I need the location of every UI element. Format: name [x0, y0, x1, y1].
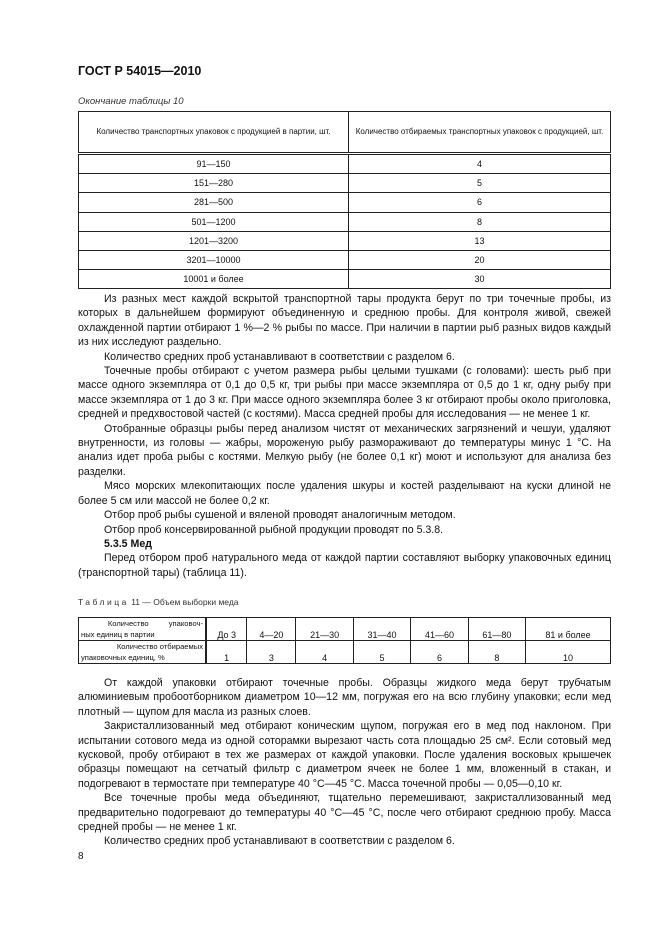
- paragraph: Отобранные образцы рыбы перед анализом чистят от механических загрязнений и чешуи, удаляют внутренности, из головы — жабры, мороженую рыбу размораживают до температуры минус 1 °С. На анализ идет проба рыбы с костями. Мелкую рыбу (не более 0,1 кг) моют и используют для анализа без разделки.: [78, 422, 611, 478]
- paragraph: Точечные пробы отбирают с учетом размера рыбы целыми тушками (с головами): шесть рыб при массе одного экземпляра от 0,1 до 0,5 кг, три рыбы при массе экземпляра от 0,5 до 1 кг, одну рыбу при массе экземпляра от 1 до 3 кг. При массе одного экземпляра более 3 кг отбирают пробы около приголовка, средней и предхвостовой частей (с костями). Масса средней пробы для исследования — не менее 1 кг.: [78, 365, 611, 421]
- table-row: [79, 154, 611, 174]
- sample-count-cell: 20: [349, 250, 611, 269]
- row-label-line: Количество отбираемых: [116, 642, 203, 651]
- sample-count-cell: 4: [349, 154, 611, 174]
- table-cell: 41—60: [411, 618, 468, 641]
- row-label-line: упаковочных единиц, %: [81, 653, 165, 662]
- sample-count-cell: 30: [349, 270, 611, 289]
- table-row: [79, 193, 611, 212]
- paragraph: Все точечные пробы меда объединяют, тщательно перемешивают, закристаллизованный мед предварительно подогревают до температуры 40 °С—45 °С, после чего отбирают среднюю пробу. Масса средней пробы — не менее 1 кг.: [78, 792, 611, 834]
- paragraph: Из разных мест каждой вскрытой транспортной тары продукта берут по три точечные пробы, из которых в дальнейшем формируют объединенную и среднюю пробы. Для контроля живой, свежей охлажденной партии отбирают 1 %—2 % рыбы по массе. При наличии в партии рыб разных видов каждый из них исследуют раздельно.: [78, 293, 611, 349]
- table-row: [79, 250, 611, 269]
- table-cell: 31—40: [353, 618, 410, 641]
- table-row: [79, 174, 611, 193]
- lot-size-cell: 1201—3200: [79, 231, 349, 250]
- table-cell: 21—30: [296, 618, 353, 641]
- table-11: [78, 617, 611, 664]
- section-heading: 5.3.5 Мед: [104, 537, 152, 550]
- table-row: [79, 618, 611, 641]
- paragraph: Перед отбором проб натурального меда от каждой партии составляют выборку упаковочных единиц (транспортной тары) (таблица 11).: [78, 552, 611, 579]
- sample-count-cell: 5: [349, 174, 611, 193]
- table-cell: 81 и более: [526, 618, 611, 641]
- body-text-honey: [78, 676, 611, 849]
- paragraph: Количество средних проб устанавливают в соответствии с разделом 6.: [104, 835, 455, 848]
- table-cell: 4: [296, 641, 353, 664]
- lot-size-cell: 3201—10000: [79, 250, 349, 269]
- table-cell: До 3: [206, 618, 247, 641]
- row-label-line: Количество упаковоч-: [107, 619, 203, 628]
- table-cell: 3: [247, 641, 296, 664]
- lot-size-cell: 151—280: [79, 174, 349, 193]
- sample-count-cell: 13: [349, 231, 611, 250]
- table-header-row: [79, 112, 611, 154]
- lot-size-cell: 281—500: [79, 193, 349, 212]
- page-number: 8: [78, 851, 84, 862]
- row-label-line: ных единиц в партии: [81, 630, 155, 639]
- table-cell: 1: [206, 641, 247, 664]
- table-row: [79, 212, 611, 231]
- caption-word: Таблица: [78, 597, 129, 607]
- table11-caption: [78, 597, 239, 607]
- column-header: Количество транспортных упаковок с продукцией в партии, шт.: [79, 112, 349, 154]
- table-cell: 5: [353, 641, 410, 664]
- table10-caption: Окончание таблицы 10: [78, 96, 184, 107]
- caption-title: 11 — Объем выборки меда: [128, 597, 239, 607]
- paragraph: Отбор проб рыбы сушеной и вяленой проводят аналогичным методом.: [104, 509, 456, 522]
- row-label: [79, 618, 207, 641]
- table-row: [79, 641, 611, 664]
- lot-size-cell: 10001 и более: [79, 270, 349, 289]
- table-cell: 4—20: [247, 618, 296, 641]
- column-header: Количество отбираемых транспортных упаковок с продукцией, шт.: [349, 112, 611, 154]
- table-row: [79, 231, 611, 250]
- body-text-fish: [78, 292, 611, 580]
- table-row: [79, 270, 611, 289]
- paragraph: От каждой упаковки отбирают точечные пробы. Образцы жидкого меда берут трубчатым алюминиевым пробоотборником диаметром 10—12 мм, погружая его на всю глубину упаковки; если мед плотный — щупом для масла из разных слоев.: [78, 677, 611, 718]
- sample-count-cell: 6: [349, 193, 611, 212]
- row-label: [79, 641, 207, 664]
- paragraph: Отбор проб консервированной рыбной продукции проводят по 5.3.8.: [104, 523, 444, 536]
- lot-size-cell: 91—150: [79, 154, 349, 174]
- table-cell: 8: [468, 641, 525, 664]
- document-header: ГОСТ Р 54015—2010: [78, 64, 202, 78]
- paragraph: Количество средних проб устанавливают в соответствии с разделом 6.: [104, 350, 455, 363]
- lot-size-cell: 501—1200: [79, 212, 349, 231]
- sample-count-cell: 8: [349, 212, 611, 231]
- paragraph: Закристаллизованный мед отбирают коническим щупом, погружая его в мед под наклоном. При испытании сотового меда из одной соторамки вырезают часть сота площадью 25 см². Если сотовый мед кусковой, пробу отбирают в тех же размерах от каждой упаковки. После удаления восковых крышечек образцы помещают на сетчатый фильтр с диаметром ячеек не более 1 мм, вложенный в стакан, и подогревают в термостате при температуре 40 °С—45 °С. Масса точечной пробы — 0,05—0,10 кг.: [78, 720, 611, 790]
- table-cell: 6: [411, 641, 468, 664]
- table-cell: 10: [526, 641, 611, 664]
- paragraph: Мясо морских млекопитающих после удаления шкуры и костей разделывают на куски длиной не более 5 см или массой не более 0,2 кг.: [78, 480, 611, 507]
- table-cell: 61—80: [468, 618, 525, 641]
- table-10: [78, 111, 611, 289]
